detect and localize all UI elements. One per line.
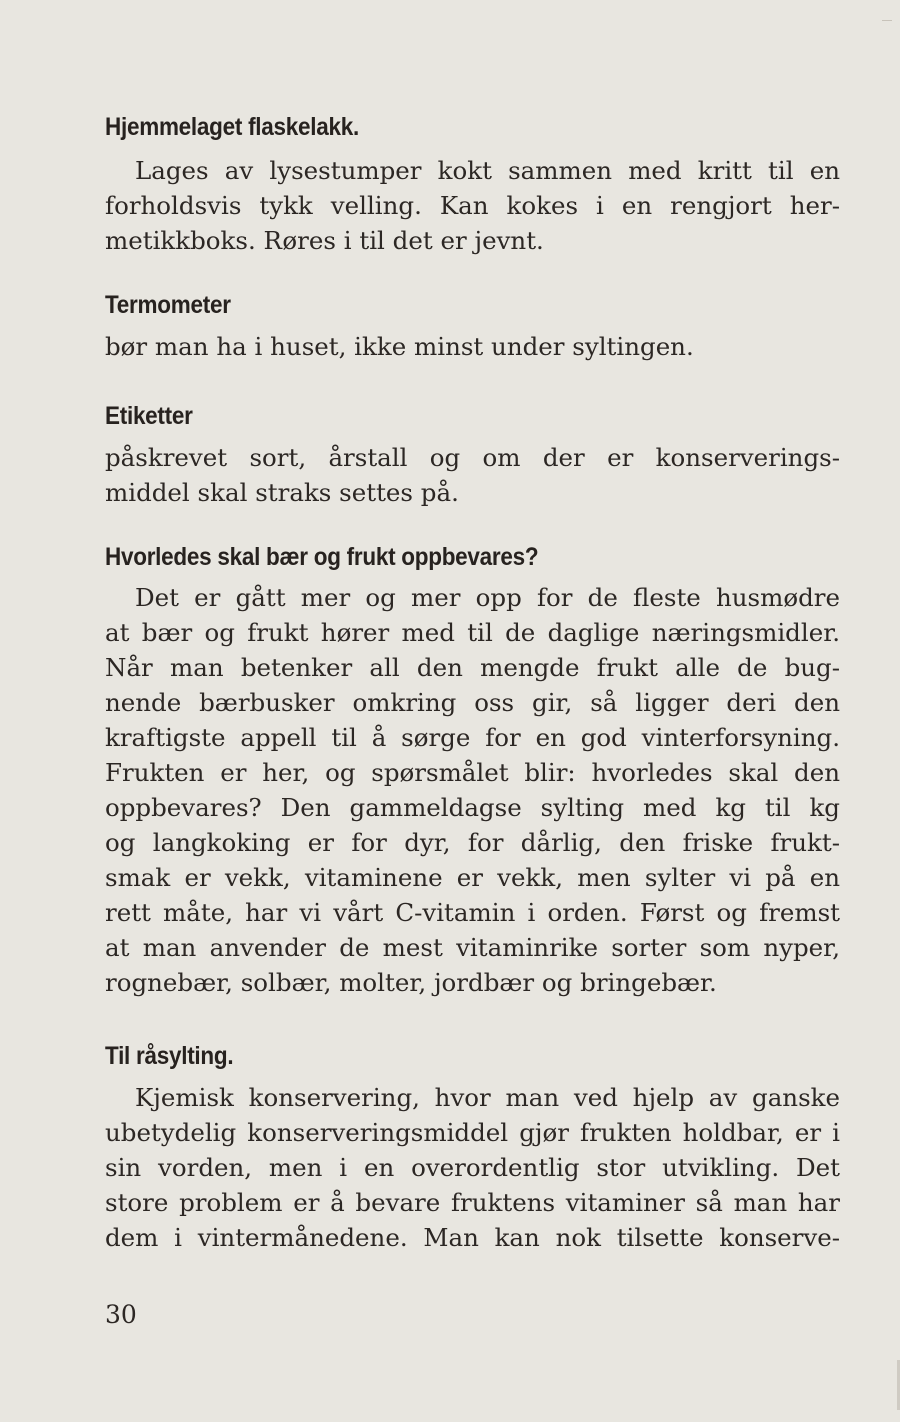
section-heading-flaskelakk: Hjemmelaget flaskelakk. [105, 113, 359, 141]
text-line: sin vorden, men i en overordentlig stor utvikling. Det [105, 1153, 840, 1182]
paragraph-flaskelakk [105, 153, 840, 258]
text-line: Kjemisk konservering, hvor man ved hjelp av ganske [135, 1083, 840, 1112]
section-heading-termometer: Termometer [105, 291, 231, 319]
text-line: bør man ha i huset, ikke minst under syltingen. [105, 332, 694, 361]
text-line: og langkoking er for dyr, for dårlig, den friske frukt- [105, 828, 840, 857]
text-line: oppbevares? Den gammeldagse sylting med kg til kg [105, 793, 840, 822]
page-edge-mark [882, 20, 892, 21]
text-line: rognebær, solbær, molter, jordbær og bringebær. [105, 968, 717, 997]
text-line: Lages av lysestumper kokt sammen med kritt til en [135, 156, 840, 185]
text-line: forholdsvis tykk velling. Kan kokes i en rengjort her- [105, 191, 840, 220]
text-line: smak er vekk, vitaminene er vekk, men sylter vi på en [105, 863, 840, 892]
text-line: metikkboks. Røres i til det er jevnt. [105, 226, 544, 255]
text-line: Det er gått mer og mer opp for de fleste husmødre [135, 583, 840, 612]
page-content [105, 108, 840, 1255]
paragraph-rasylting [105, 1080, 840, 1255]
text-line: ubetydelig konserveringsmiddel gjør frukten holdbar, er i [105, 1118, 840, 1147]
text-line: påskrevet sort, årstall og om der er konserverings- [105, 443, 840, 472]
section-heading-oppbevaring: Hvorledes skal bær og frukt oppbevares? [105, 543, 539, 571]
section-heading-etiketter: Etiketter [105, 402, 193, 430]
text-line: Når man betenker all den mengde frukt alle de bug- [105, 653, 840, 682]
text-line: nende bærbusker omkring oss gir, så ligger deri den [105, 688, 840, 717]
paragraph-oppbevaring [105, 580, 840, 1000]
text-line: kraftigste appell til å sørge for en god vinterforsyning. [105, 723, 840, 752]
text-line: Frukten er her, og spørsmålet blir: hvorledes skal den [105, 758, 840, 787]
text-line: at bær og frukt hører med til de daglige næringsmidler. [105, 618, 840, 647]
page-number: 30 [105, 1300, 137, 1329]
text-line: at man anvender de mest vitaminrike sorter som nyper, [105, 933, 840, 962]
text-line: middel skal straks settes på. [105, 478, 459, 507]
section-heading-rasylting: Til råsylting. [105, 1042, 234, 1070]
text-line: dem i vintermånedene. Man kan nok tilsette konserve- [105, 1223, 840, 1252]
paragraph-termometer [105, 329, 840, 364]
paragraph-etiketter [105, 440, 840, 510]
text-line: rett måte, har vi vårt C-vitamin i orden. Først og fremst [105, 898, 840, 927]
text-line: store problem er å bevare fruktens vitaminer så man har [105, 1188, 840, 1217]
